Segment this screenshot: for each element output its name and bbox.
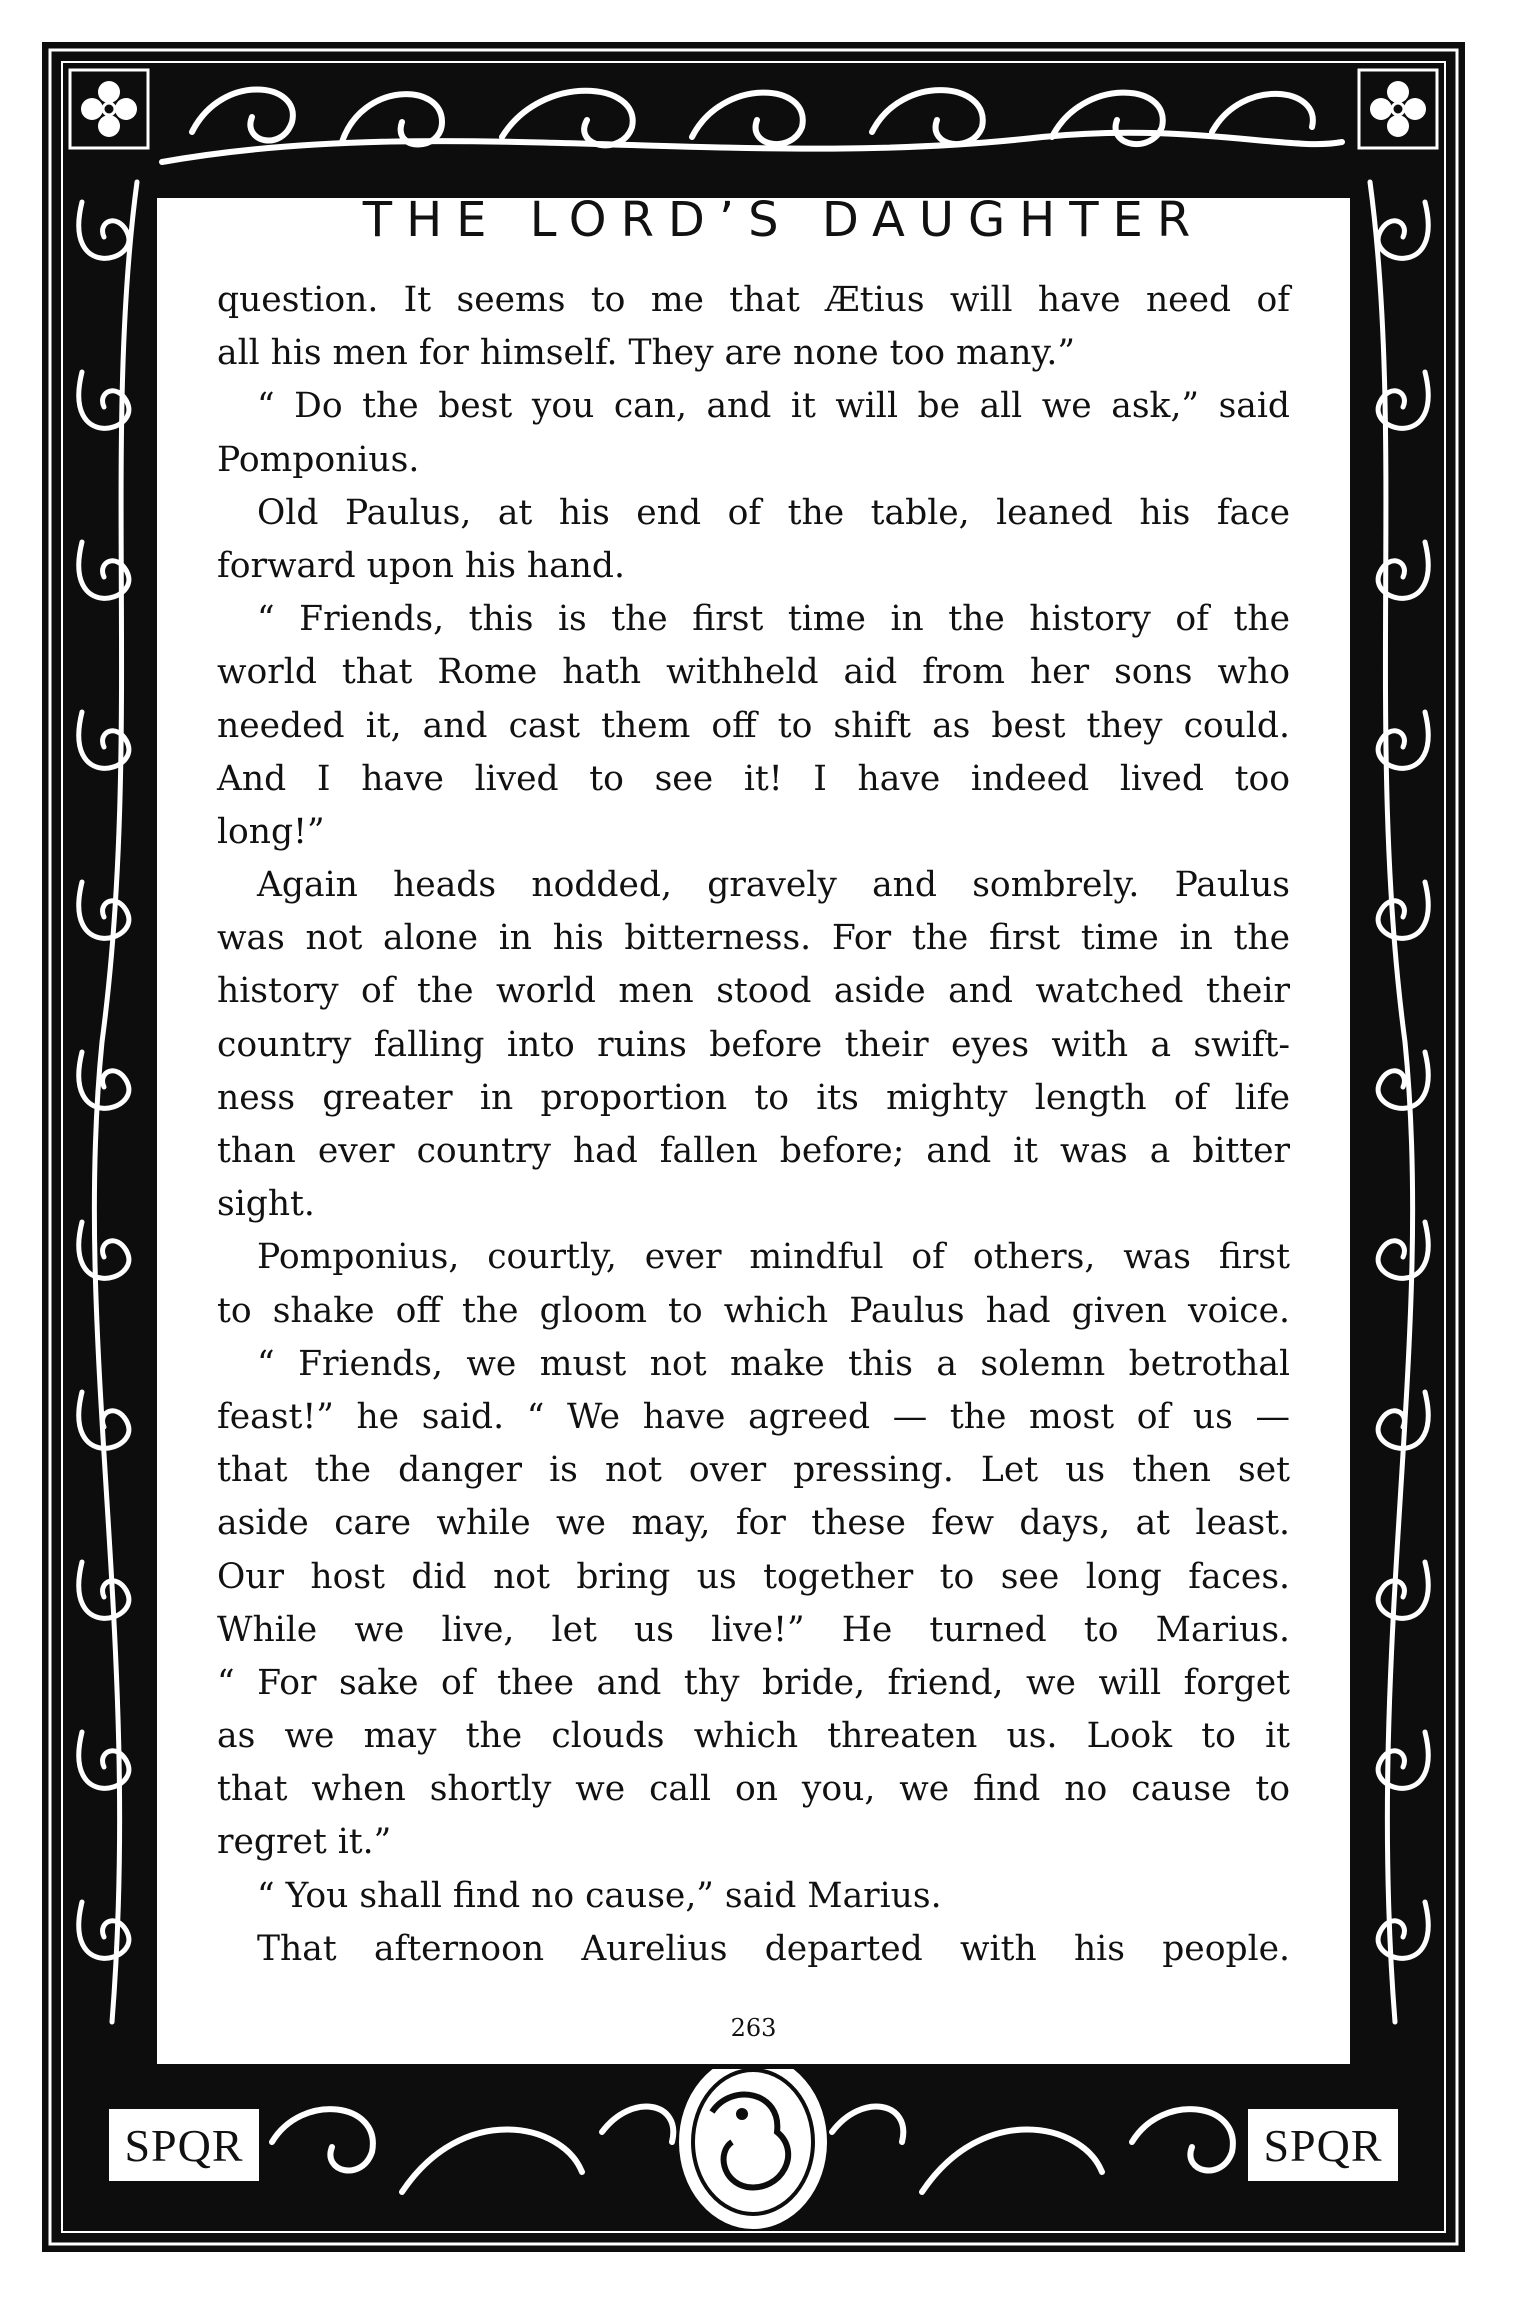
page-title: THE LORD’S DAUGHTER — [362, 192, 1205, 248]
text-line: forward upon his hand. — [217, 545, 625, 586]
body-text — [217, 274, 1290, 1976]
text-line: needed it, and cast them off to shift as best they could. — [217, 705, 1290, 746]
text-line: That afternoon Aurelius departed with his people. — [257, 1928, 1290, 1969]
text-line: long!” — [217, 811, 325, 852]
text-line: Our host did not bring us together to see long faces. — [217, 1556, 1290, 1597]
text-line: that when shortly we call on you, we find no cause to — [217, 1769, 1290, 1810]
text-line: feast!” he said. “ We have agreed — the most of us — — [217, 1396, 1290, 1437]
text-line: sight. — [217, 1184, 315, 1225]
text-line: And I have lived to see it! I have indeed lived too — [217, 758, 1290, 799]
text-line: “ For sake of thee and thy bride, friend, we will forget — [217, 1662, 1290, 1703]
text-line: “ Friends, this is the first time in the history of the — [257, 599, 1290, 640]
text-line: to shake off the gloom to which Paulus had given voice. — [217, 1290, 1290, 1331]
text-line: ness greater in proportion to its mighty length of life — [217, 1077, 1290, 1118]
text-line: Pomponius. — [217, 439, 420, 480]
corner-flower-icon — [1359, 70, 1437, 148]
text-line: “ Do the best you can, and it will be all we ask,” said — [257, 386, 1290, 427]
text-line: While we live, let us live!” He turned to Marius. — [217, 1609, 1290, 1650]
text-line: than ever country had fallen before; and it was a bitter — [217, 1131, 1290, 1171]
text-line: as we may the clouds which threaten us. Look to it — [217, 1716, 1290, 1757]
text-line: that the danger is not over pressing. Let us then set — [217, 1450, 1290, 1491]
text-line: country falling into ruins before their eyes with a swift- — [217, 1024, 1290, 1065]
text-line: aside care while we may, for these few days, at least. — [217, 1503, 1290, 1544]
medallion-icon — [681, 2057, 825, 2227]
text-panel — [152, 193, 1355, 2069]
spqr-badge-left: SPQR — [104, 2104, 264, 2186]
text-line: question. It seems to me that Ætius will have need of — [217, 280, 1290, 320]
text-line: regret it.” — [217, 1822, 392, 1863]
page-number: 263 — [730, 2014, 777, 2042]
spqr-badge-right: SPQR — [1243, 2104, 1403, 2186]
text-line: world that Rome hath withheld aid from her sons who — [217, 652, 1290, 693]
text-line: Old Paulus, at his end of the table, leaned his face — [257, 492, 1290, 533]
text-line: “ You shall find no cause,” said Marius. — [257, 1875, 942, 1916]
text-line: Again heads nodded, gravely and sombrely. Paulus — [257, 865, 1290, 906]
corner-flower-icon — [70, 70, 148, 148]
text-line: history of the world men stood aside and watched their — [217, 971, 1290, 1012]
text-line: Pomponius, courtly, ever mindful of others, was first — [257, 1237, 1290, 1278]
text-line: all his men for himself. They are none too many.” — [217, 333, 1075, 374]
text-line: was not alone in his bitterness. For the first time in the — [217, 918, 1290, 959]
text-line: “ Friends, we must not make this a solemn betrothal — [257, 1343, 1290, 1384]
